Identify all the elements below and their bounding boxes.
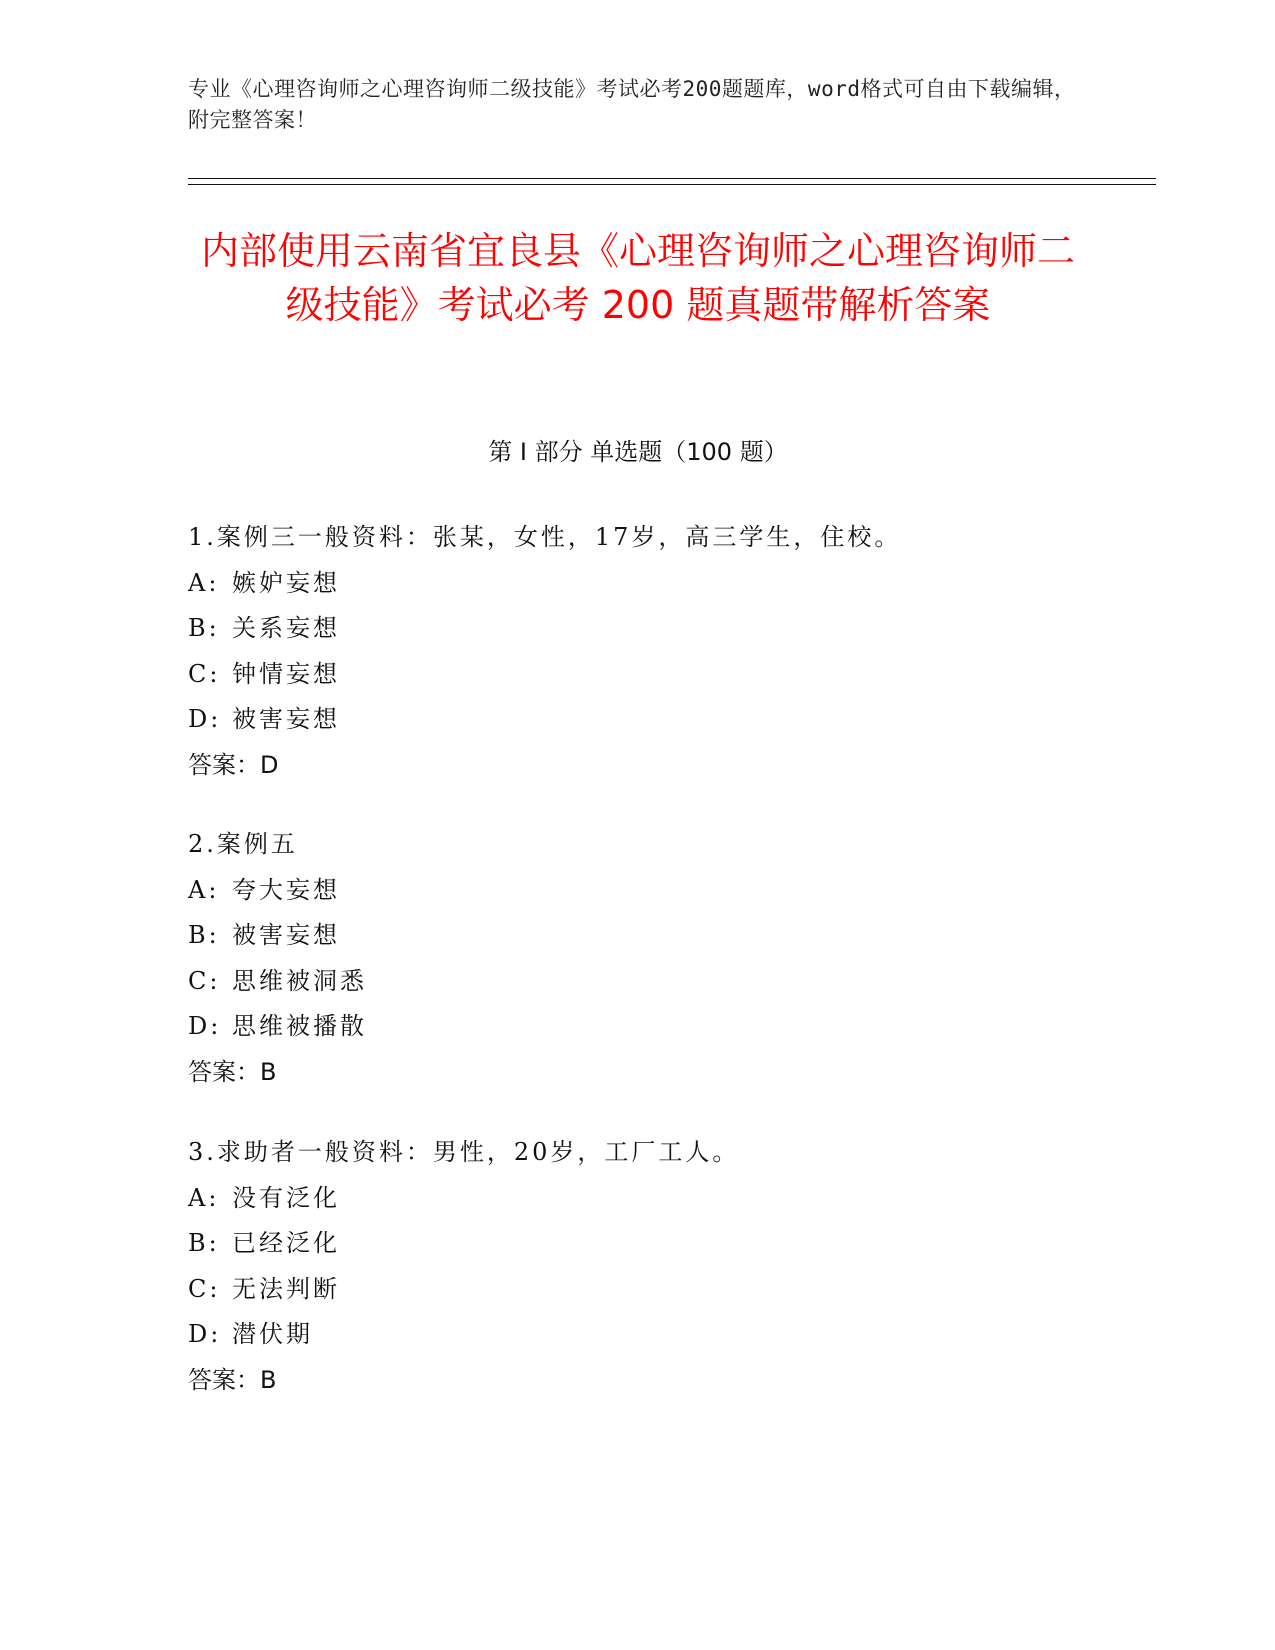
option-letter: B: [188, 921, 220, 949]
option-a [188, 868, 1088, 914]
option-b [188, 606, 1088, 652]
option-text: 被害妄想 [232, 921, 340, 949]
option-letter: C: [188, 966, 221, 995]
question-stem: 3.求助者一般资料：男性，20岁，工厂工人。 [188, 1138, 740, 1166]
option-text: 思维被洞悉 [232, 966, 367, 995]
question-stem: 1.案例三一般资料：张某，女性，17岁，高三学生，住校。 [188, 523, 902, 551]
header-note: 专业《心理咨询师之心理咨询师二级技能》考试必考200题题库，word格式可自由下载编辑，附完整答案！ [188, 77, 1076, 132]
header-divider-top [188, 178, 1156, 179]
option-text: 嫉妒妄想 [232, 568, 340, 597]
answer-line: 答案：B [188, 1365, 277, 1394]
option-text: 思维被播散 [232, 1012, 367, 1040]
option-text: 关系妄想 [232, 614, 340, 642]
option-letter: D: [188, 1012, 222, 1040]
option-d [188, 1004, 1088, 1050]
document-title: 内部使用云南省宜良县《心理咨询师之心理咨询师二级技能》考试必考 200 题真题带解析答案 [200, 229, 1075, 327]
option-d [188, 697, 1088, 743]
option-text: 被害妄想 [232, 705, 340, 733]
option-text: 没有泛化 [232, 1183, 340, 1212]
option-letter: C: [188, 1274, 221, 1303]
option-text: 钟情妄想 [232, 659, 340, 688]
option-b [188, 1221, 1088, 1267]
option-c [188, 959, 1088, 1005]
option-letter: A: [188, 875, 220, 904]
option-letter: C: [188, 659, 221, 688]
option-d [188, 1312, 1088, 1358]
option-c [188, 652, 1088, 698]
answer-line: 答案：B [188, 1057, 277, 1086]
option-text: 无法判断 [232, 1274, 340, 1303]
section-heading: 第 I 部分 单选题（100 题） [488, 438, 788, 466]
question-stem: 2.案例五 [188, 830, 298, 858]
option-b [188, 913, 1088, 959]
option-letter: D: [188, 705, 222, 733]
option-letter: A: [188, 1183, 220, 1212]
option-text: 已经泛化 [232, 1229, 340, 1257]
question-3 [188, 1130, 1088, 1403]
option-a [188, 561, 1088, 607]
option-letter: A: [188, 568, 220, 597]
option-letter: B: [188, 1229, 220, 1257]
option-c [188, 1267, 1088, 1313]
option-a [188, 1176, 1088, 1222]
option-text: 夸大妄想 [232, 875, 340, 904]
option-letter: D: [188, 1320, 222, 1348]
option-text: 潜伏期 [232, 1320, 313, 1348]
question-2 [188, 822, 1088, 1095]
option-letter: B: [188, 614, 220, 642]
answer-line: 答案：D [188, 750, 279, 779]
question-1 [188, 515, 1088, 788]
header-divider-bottom [188, 184, 1156, 185]
